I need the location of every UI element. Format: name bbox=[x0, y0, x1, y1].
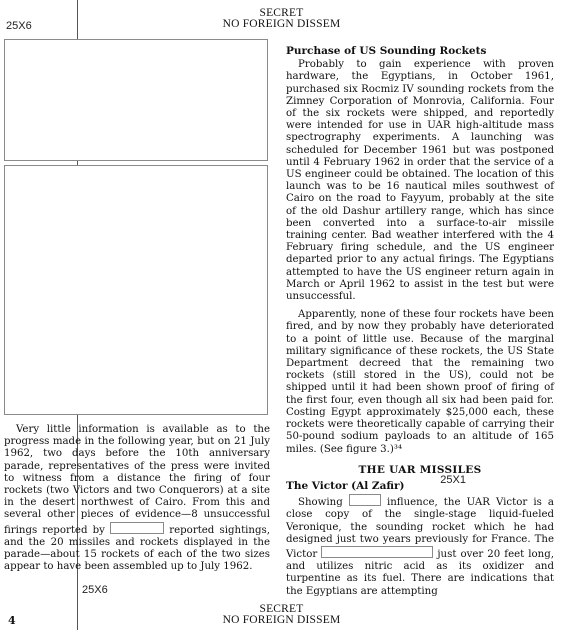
victor-paragraph bbox=[286, 494, 554, 598]
right-paragraph-2: Apparently, none of these four rockets have been fired, and by now they probably have deteriorated to a point of little use. Because of the marginal military significance of these rockets, the US State Department decreed that the remaining two rockets (still stored in the US), could not be shipped until it had been shown proof of firing of the first four, even though all six had been paid for. Costing Egypt approximately $25,000 each, these rockets were theoretically capable of carrying their 50-pound sodium payloads to an altitude of 165 miles. (See figure 3.)³⁴ bbox=[286, 309, 554, 455]
left-paragraph bbox=[4, 424, 270, 573]
victor-block bbox=[286, 473, 554, 598]
inline-redaction-left bbox=[110, 522, 164, 534]
subheading-victor: The Victor (Al Zafir) bbox=[286, 479, 405, 492]
header-line1: SECRET bbox=[259, 7, 304, 19]
inline-redaction-2 bbox=[321, 546, 433, 558]
page-number: 4 bbox=[8, 614, 16, 627]
classification-footer bbox=[0, 604, 563, 626]
redaction-code-bottom: 25X6 bbox=[82, 584, 108, 596]
redaction-code-top: 25X6 bbox=[6, 20, 32, 32]
victor-text-3: just over 20 feet long, and utilizes nitric acid as its oxidizer and turpentine as its fuel. There are indications that the Egyptians are attempting bbox=[286, 548, 554, 597]
left-text-b: reported sightings, and the 20 missiles and rockets displayed in the parade—about 15 rockets of each of the two sizes appear to have been assembled up to July 1962. bbox=[4, 524, 270, 573]
classification-header bbox=[0, 8, 563, 30]
redaction-code-mid: 25X1 bbox=[440, 473, 466, 486]
section-heading-rockets: Purchase of US Sounding Rockets bbox=[286, 45, 487, 57]
inline-redaction-1 bbox=[349, 494, 381, 506]
left-text-a: Very little information is available as to the progress made in the following year, but on 21 July 1962, two days before the 10th anniversary parade, representatives of the press were invited to witness from a distance the firing of four rockets (two Victors and two Conquerors) at a site in the desert northwest of Cairo. From this and several other pieces of evidence—8 unsuccessful firings reported by bbox=[4, 424, 270, 536]
right-column bbox=[286, 45, 554, 598]
section-heading-missiles: THE UAR MISSILES bbox=[358, 463, 482, 476]
redacted-block-1 bbox=[4, 39, 268, 161]
header-line2: NO FOREIGN DISSEM bbox=[222, 18, 341, 30]
footer-line1: SECRET bbox=[259, 603, 304, 615]
footer-line2: NO FOREIGN DISSEM bbox=[222, 614, 341, 626]
redacted-block-2 bbox=[4, 165, 268, 415]
victor-text-2: influence, the UAR Victor is a close copy of the single-stage liquid-fueled Veronique, the sounding rocket which he had designed just two years previously for France. The Victor bbox=[286, 497, 554, 560]
right-paragraph-1: Probably to gain experience with proven hardware, the Egyptians, in October 1961, purchased six Rocmiz IV sounding rockets from the Zimney Corporation of Monrovia, California. Four of the six rockets were shipped, and reportedly were intended for use in UAR high-altitude mass spectrography experiments. A launching was scheduled for December 1961 but was postponed until 4 February 1962 in order that the service of a US engineer could be obtained. The location of this launch was to be 16 nautical miles southwest of Cairo on the road to Fayyum, probably at the site of the old Dashur artillery range, which has since been converted into a surface-to-air missile training center. Bad weather interfered with the 4 February firing schedule, and the US engineer departed prior to any actual firings. The Egyptians attempted to have the US engineer return again in March or April 1962 to assist in the test but were unsuccessful. bbox=[286, 59, 554, 303]
left-column bbox=[4, 424, 270, 573]
victor-text-1: Showing bbox=[298, 497, 343, 509]
